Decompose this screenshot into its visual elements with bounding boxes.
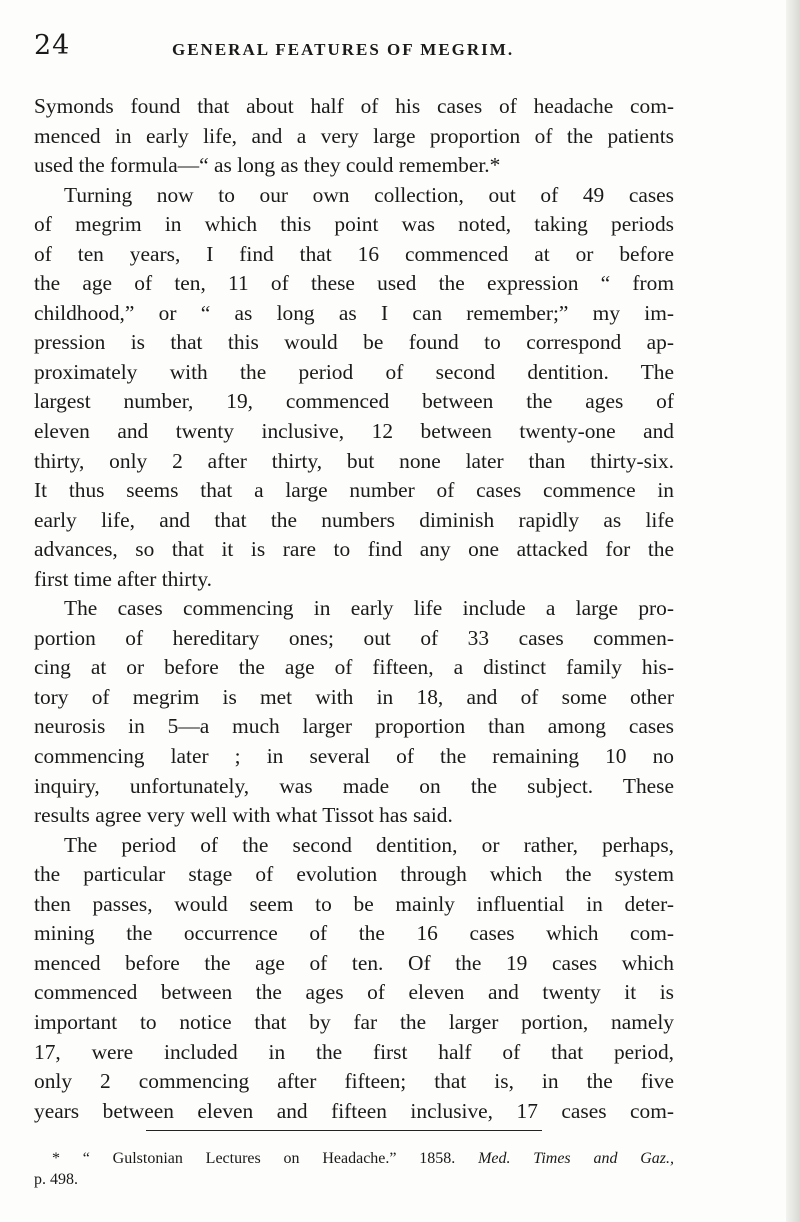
body-line: cing at or before the age of fifteen, a distinct family his-	[34, 655, 674, 680]
body-line: neurosis in 5—a much larger proportion than among cases	[34, 714, 674, 739]
footnote-journal: Med. Times and Gaz.,	[478, 1150, 675, 1167]
body-line: early life, and that the numbers diminish rapidly as life	[34, 507, 674, 532]
body-line: results agree very well with what Tissot has said.	[34, 803, 453, 828]
body-line: menced in early life, and a very large proportion of the patients	[34, 123, 674, 148]
body-line: used the formula—“ as long as they could remember.*	[34, 153, 501, 178]
body-line: first time after thirty.	[34, 566, 212, 591]
body-line: important to notice that by far the larger portion, namely	[34, 1009, 674, 1034]
footnote-citation: * “ Gulstonian Lectures on Headache.” 1858.	[52, 1150, 456, 1167]
body-line: It thus seems that a large number of cases commence in	[34, 478, 674, 503]
body-line: inquiry, unfortunately, was made on the subject. These	[34, 773, 674, 798]
body-line: Turning now to our own collection, out of 49 cases	[64, 182, 674, 207]
body-line: thirty, only 2 after thirty, but none later than thirty-six.	[34, 448, 674, 473]
body-line: portion of hereditary ones; out of 33 cases commen-	[34, 625, 674, 650]
body-line: proximately with the period of second dentition. The	[34, 359, 674, 384]
running-head: GENERAL FEATURES OF MEGRIM.	[172, 40, 515, 59]
body-line: menced before the age of ten. Of the 19 cases which	[34, 950, 674, 975]
body-line: then passes, would seem to be mainly influential in deter-	[34, 891, 674, 916]
body-line: largest number, 19, commenced between the ages of	[34, 389, 674, 414]
footnote-line-1	[34, 1148, 674, 1169]
body-line: commenced between the ages of eleven and twenty it is	[34, 980, 674, 1005]
footnote-rule	[146, 1130, 542, 1131]
body-line: eleven and twenty inclusive, 12 between twenty-one and	[34, 419, 674, 444]
body-line: The cases commencing in early life include a large pro-	[64, 596, 674, 621]
body-line: of megrim in which this point was noted, taking periods	[34, 212, 674, 237]
body-line: tory of megrim is met with in 18, and of some other	[34, 684, 674, 709]
body-line: the age of ten, 11 of these used the expression “ from	[34, 271, 674, 296]
body-line: advances, so that it is rare to find any one attacked for the	[34, 537, 674, 562]
body-line: years between eleven and fifteen inclusive, 17 cases com-	[34, 1098, 674, 1123]
page-header	[34, 30, 684, 70]
body-line: pression is that this would be found to correspond ap-	[34, 330, 674, 355]
body-line: Symonds found that about half of his cases of headache com-	[34, 94, 674, 118]
body-line: childhood,” or “ as long as I can remember;” my im-	[34, 300, 674, 325]
body-line: The period of the second dentition, or rather, perhaps,	[64, 832, 674, 857]
footnote-line-2: p. 498.	[34, 1171, 78, 1188]
body-line: mining the occurrence of the 16 cases which com-	[34, 921, 674, 946]
body-line: the particular stage of evolution through which the system	[34, 862, 674, 887]
body-text	[34, 92, 674, 1126]
page-spine-shadow	[786, 0, 800, 1222]
page-number: 24	[34, 30, 71, 61]
body-line: only 2 commencing after fifteen; that is, in the five	[34, 1069, 674, 1094]
body-line: of ten years, I find that 16 commenced at or before	[34, 241, 674, 266]
footnote	[34, 1148, 674, 1190]
body-line: 17, were included in the first half of that period,	[34, 1039, 674, 1064]
body-line: commencing later ; in several of the remaining 10 no	[34, 744, 674, 769]
